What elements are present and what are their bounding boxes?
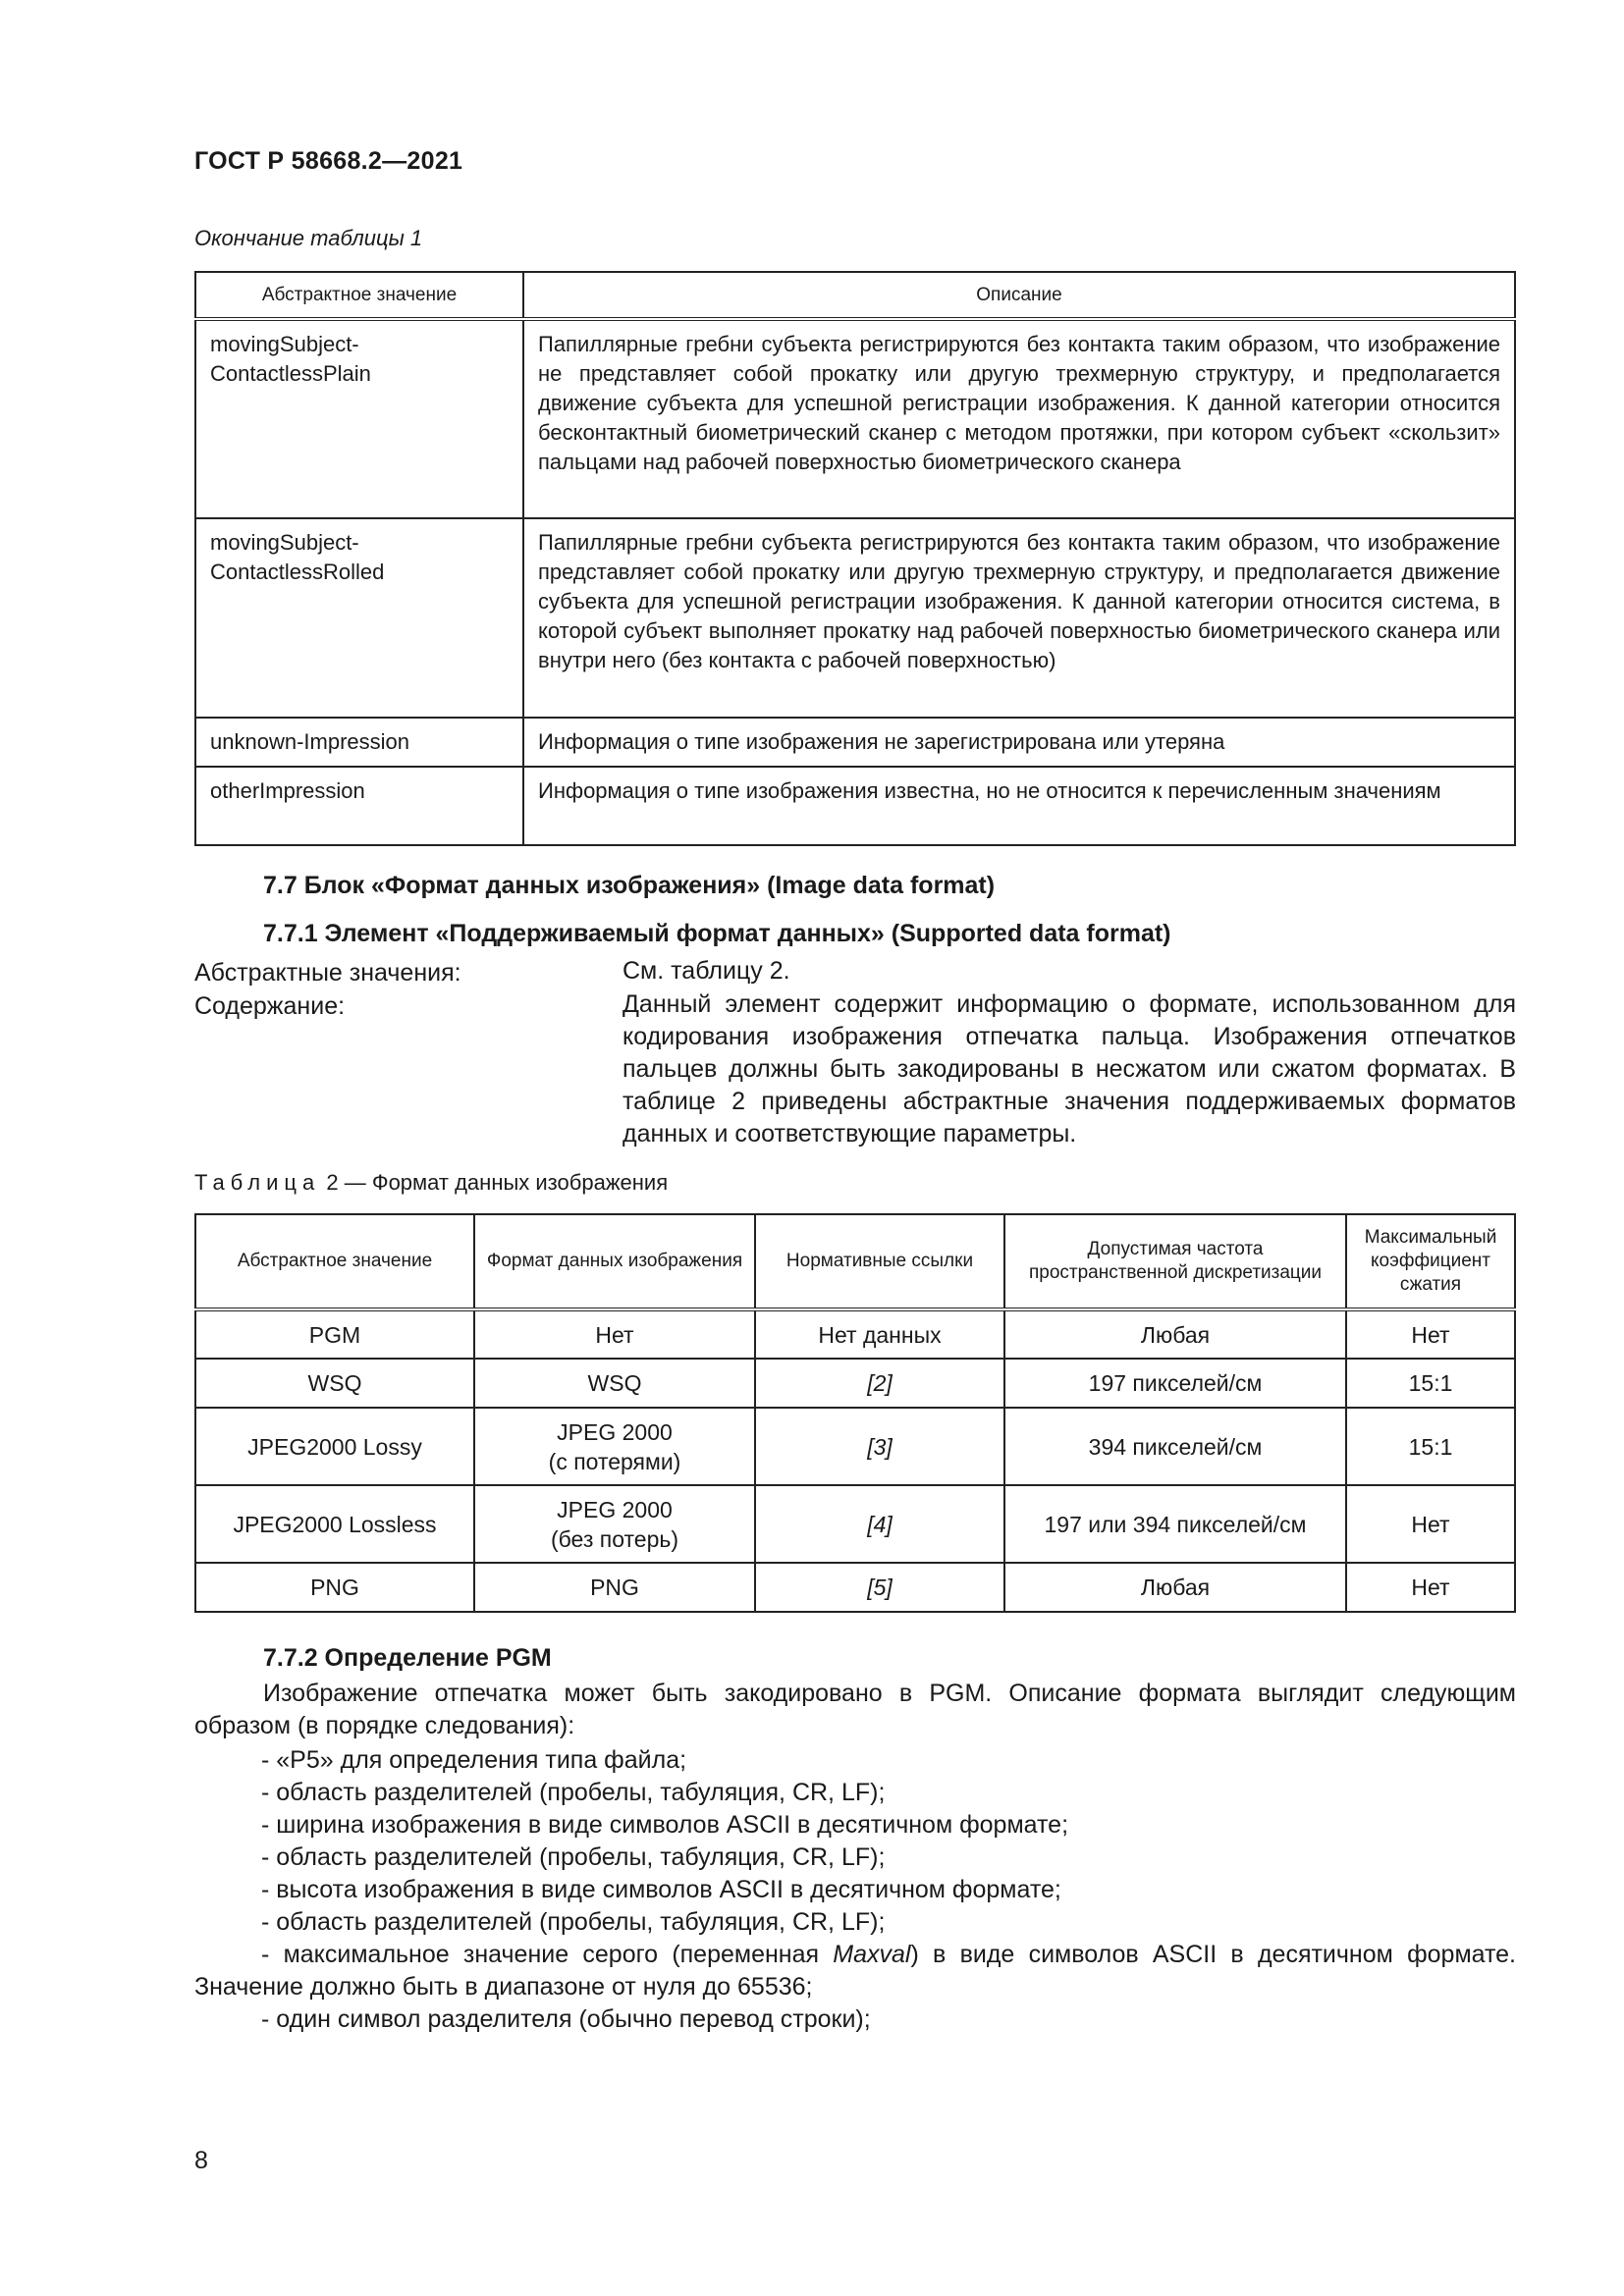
table2-ratio-cell: Нет [1346,1563,1515,1612]
list-item: - высота изображения в виде символов ASCII в десятичном формате; [261,1876,1061,1903]
table2-resolution-cell: 197 или 394 пикселей/см [1004,1485,1346,1563]
table1-description-cell: Информация о типе изображения известна, но не относится к перечисленным значениям [523,767,1515,845]
table2-format-cell [474,1485,755,1563]
table1-header-cell: Абстрактное значение [195,272,523,319]
table2-ratio-cell: 15:1 [1346,1408,1515,1485]
table1-value-cell [195,319,523,518]
table1-header-row [195,272,1515,319]
list-item: - «P5» для определения типа файла; [261,1746,687,1774]
document-id: ГОСТ Р 58668.2—2021 [194,147,463,175]
table-row [195,1485,1515,1563]
table2-header-cell: Нормативные ссылки [755,1214,1004,1309]
table1-description-cell: Папиллярные гребни субъекта регистрируются без контакта таким образом, что изображение не представляет собой прокатку или другую трехмерную структуру, и предполагается движение субъекта для успешной регистрации изображения. К данной категории относится бесконтактный биометрический сканер с методом протяжки, при котором субъект «скользит» пальцами над рабочей поверхностью биометрического сканера [523,319,1515,518]
table1-description-cell: Папиллярные гребни субъекта регистрируются без контакта таким образом, что изображение представляет собой прокатку или другую трехмерную структуру, и предполагается движение субъекта для успешной регистрации изображения. К данной категории относится система, в которой субъект выполняет прокатку над рабочей поверхностью биометрического сканера или внутри него (без контакта с рабочей поверхностью) [523,518,1515,718]
table1-value-cell [195,518,523,718]
table2-value-cell: WSQ [195,1359,474,1408]
section-7-7-1-heading: 7.7.1 Элемент «Поддерживаемый формат данных» (Supported data format) [263,920,1171,947]
table2-value-cell: PGM [195,1309,474,1359]
table1-description-cell: Информация о типе изображения не зарегистрирована или утеряна [523,718,1515,767]
table2-header-cell: Формат данных изображения [474,1214,755,1309]
table2-resolution-cell: Любая [1004,1309,1346,1359]
table1-caption: Окончание таблицы 1 [194,226,423,250]
list-item: - область разделителей (пробелы, табуляция, CR, LF); [261,1908,886,1936]
table2-value-cell: JPEG2000 Lossless [195,1485,474,1563]
table1-value-cell: unknown-Impression [195,718,523,767]
table2-ref-cell: [5] [755,1563,1004,1612]
format-text: (без потерь) [550,1525,679,1552]
value-text: movingSubject- [210,530,359,555]
table2-ref-cell: [4] [755,1485,1004,1563]
maxval-term: Maxval [833,1941,911,1968]
page-number: 8 [194,2147,208,2174]
table2 [194,1213,1516,1613]
table2-resolution-cell: Любая [1004,1563,1346,1612]
value-text: ContactlessRolled [210,560,385,584]
table2-value-cell: PNG [195,1563,474,1612]
pgm-intro-paragraph: Изображение отпечатка может быть закодировано в PGM. Описание формата выглядит следующим образом (в порядке следования): [194,1680,1516,1739]
table-row [195,518,1515,718]
table2-caption-prefix: Таблица [194,1170,321,1195]
list-item: - ширина изображения в виде символов ASCII в десятичном формате; [261,1811,1069,1839]
table-row [195,1309,1515,1359]
list-item: - один символ разделителя (обычно перевод строки); [261,2005,871,2033]
table-row [195,767,1515,845]
table2-ratio-cell: 15:1 [1346,1359,1515,1408]
table2-header-cell: Допустимая частота пространственной дискретизации [1004,1214,1346,1309]
table2-resolution-cell: 197 пикселей/см [1004,1359,1346,1408]
list-item: - область разделителей (пробелы, табуляция, CR, LF); [261,1779,886,1806]
table2-ref-cell: [2] [755,1359,1004,1408]
table-row [195,718,1515,767]
table2-caption [194,1170,668,1196]
table2-ratio-cell: Нет [1346,1485,1515,1563]
table2-format-cell: WSQ [474,1359,755,1408]
table2-value-cell: JPEG2000 Lossy [195,1408,474,1485]
table-row [195,1408,1515,1485]
format-text: JPEG 2000 [557,1418,673,1445]
format-text: (с потерями) [548,1448,681,1474]
abstract-values-text: См. таблицу 2. [623,957,790,985]
value-text: movingSubject- [210,332,359,356]
table-row [195,1563,1515,1612]
maxval-text: ) в виде символов ASCII в десятичном формате. Значение должно быть в диапазоне от нуля до 65536; [194,1941,1517,2001]
table-row [195,319,1515,518]
table2-header-cell: Максимальный коэффициент сжатия [1346,1214,1515,1309]
maxval-text: - максимальное значение серого (переменная [261,1941,834,1968]
content-text: Данный элемент содержит информацию о формате, использованном для кодирования изображения отпечатка пальца. Изображения отпечатков пальцев должны быть закодированы в несжатом или сжатом форматах. В таблице 2 приведены абстрактные значения поддерживаемых форматов данных и соответствующие параметры. [623,990,1516,1148]
list-item: - область разделителей (пробелы, табуляция, CR, LF); [261,1843,886,1871]
table2-header-row [195,1214,1515,1309]
content-label: Содержание: [194,992,346,1020]
table2-caption-title: 2 — Формат данных изображения [320,1170,669,1195]
value-text: ContactlessPlain [210,361,371,386]
table1 [194,271,1516,846]
table1-header-cell: Описание [523,272,1515,319]
section-7-7-heading: 7.7 Блок «Формат данных изображения» (Image data format) [263,872,996,899]
section-7-7-2-heading: 7.7.2 Определение PGM [263,1644,552,1672]
format-text: JPEG 2000 [557,1496,673,1522]
table2-format-cell: PNG [474,1563,755,1612]
table2-format-cell: Нет [474,1309,755,1359]
table2-header-cell: Абстрактное значение [195,1214,474,1309]
table2-resolution-cell: 394 пикселей/см [1004,1408,1346,1485]
abstract-values-label: Абстрактные значения: [194,959,461,987]
list-item [194,1939,1516,2003]
table-row [195,1359,1515,1408]
table2-format-cell [474,1408,755,1485]
table2-ref-cell: [3] [755,1408,1004,1485]
table1-value-cell: otherImpression [195,767,523,845]
table2-ref-cell: Нет данных [755,1309,1004,1359]
table2-ratio-cell: Нет [1346,1309,1515,1359]
